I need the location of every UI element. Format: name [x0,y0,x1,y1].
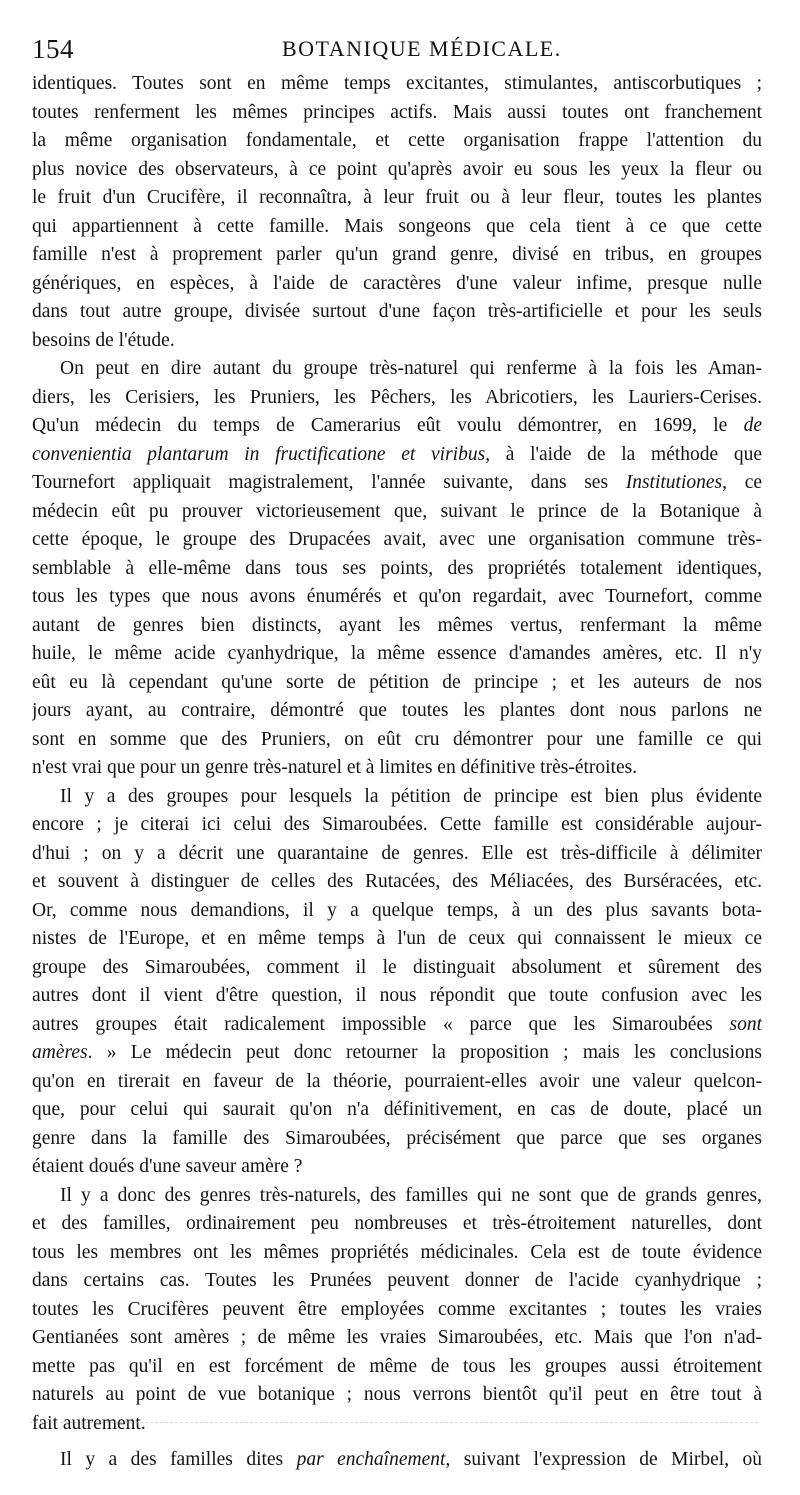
text-line: autant de genres bien distincts, ayant les mêmes vertus, renfermant la même [32,614,762,636]
text-line: Gentianées sont amères ; de même les vraies Simaroubées, etc. Mais que l'on n'ad- [32,1327,762,1348]
text-line: fait autrement. [32,1412,146,1434]
page-header [32,34,760,70]
text-line [32,441,762,470]
text-line: plus novice des observateurs, à ce point qu'après avoir eu sous les yeux la fleur ou [32,158,762,180]
text-line: la même organisation fondamentale, et cette organisation frappe l'attention du [32,130,762,151]
paragraph-2 [32,355,762,783]
text-run: autres groupes était radicalement impossible « parce que les Simaroubées [32,1013,730,1035]
text-line: étaient doués d'une saveur amère ? [32,1156,303,1177]
body-text [32,70,762,1475]
text-line: n'est vrai que pour un genre très-naturel et à limites en définitive très-étroites. [32,757,638,778]
page-number: 154 [32,34,74,64]
text-line: jours ayant, au contraire, démontré que toutes les plantes dont nous parlons ne [32,700,762,721]
text-run: , à l'aide de la méthode que [485,443,762,465]
emphasis: par enchaînement [296,1449,446,1470]
text-run: Il y a des familles dites [60,1449,297,1470]
text-run: . » Le médecin peut donc retourner la proposition ; mais les conclusions [87,1042,762,1063]
text-line: Or, comme nous demandions, il y a quelque temps, à un des plus savants bota- [32,899,762,921]
latin-title: convenientia plantarum in fructificatione et viribus [32,443,486,465]
text-line: tous les types que nous avons énumérés et qu'on regardait, avec Tournefort, comme [32,586,762,607]
emphasis: sont [729,1013,762,1035]
text-line [32,1446,762,1475]
text-line: sont en somme que des Pruniers, on eût cru démontrer pour une famille ce qui [32,728,762,750]
text-line: et des familles, ordinairement peu nombreuses et très-étroitement naturelles, dont [32,1213,762,1234]
text-line: d'hui ; on y a décrit une quarantaine de genres. Elle est très-difficile à délimiter [32,842,762,864]
text-line: nistes de l'Europe, et en même temps à l'un de ceux qui connaissent le mieux ce [32,928,762,949]
page-bottom-rule [30,1422,758,1423]
text-line: cette époque, le groupe des Drupacées avait, avec une organisation commune très- [32,529,762,550]
paragraph-4 [32,1182,762,1439]
latin-title: de [743,415,762,436]
text-line: toutes renferment les mêmes principes actifs. Mais aussi toutes ont franchement [32,101,762,123]
text-line: dans tout autre groupe, divisée surtout d'une façon très-artificielle et pour les seuls [32,301,762,322]
text-line [32,469,762,498]
text-line: médecin eût pu prouver victorieusement que, suivant le prince de la Botanique à [32,500,762,522]
text-line: eût eu là cependant qu'une sorte de pétition de principe ; et les auteurs de nos [32,671,762,693]
text-line: et souvent à distinguer de celles des Rutacées, des Méliacées, des Burséracées, etc. [32,871,762,892]
emphasis: amères [32,1042,88,1063]
text-line [32,1039,762,1068]
running-title: BOTANIQUE MÉDICALE. [282,36,562,61]
text-line: groupe des Simaroubées, comment il le distinguait absolument et sûrement des [32,956,762,978]
text-line: Il y a des groupes pour lesquels la pétition de principe est bien plus évidente [60,785,762,807]
text-run: Qu'un médecin du temps de Camerarius eût voulu démontrer, en 1699, le [32,415,744,436]
text-line [32,412,762,441]
text-run: , suivant l'expression de Mirbel, où [445,1449,762,1470]
text-line: besoins de l'étude. [32,329,175,351]
text-line: que, pour celui qui saurait qu'on n'a définitivement, en cas de doute, placé un [32,1099,762,1120]
text-line: diers, les Cerisiers, les Pruniers, les Pêchers, les Abricotiers, les Lauriers-Cerises. [32,386,762,408]
text-line: qui appartiennent à cette famille. Mais songeons que cela tient à ce que cette [32,215,762,237]
text-line: naturels au point de vue botanique ; nous verrons bientôt qu'il peut en être tout à [32,1384,762,1405]
paragraph-5 [32,1446,762,1475]
paragraph-3 [32,783,762,1182]
paragraph-1 [32,70,762,355]
text-line: On peut en dire autant du groupe très-naturel qui renferme à la fois les Aman- [60,358,762,379]
text-line: mette pas qu'il en est forcément de même de tous les groupes aussi étroitement [32,1355,762,1377]
text-line: dans certains cas. Toutes les Prunées peuvent donner de l'acide cyanhydrique ; [32,1270,762,1291]
text-line [32,1011,762,1040]
text-line: semblable à elle-même dans tous ses points, des propriétés totalement identiques, [32,557,762,579]
text-run: , ce [722,472,762,493]
work-title: Institutiones [625,472,723,493]
text-line: Il y a donc des genres très-naturels, des familles qui ne sont que de grands genres, [60,1184,762,1206]
text-line: toutes les Crucifères peuvent être employées comme excitantes ; toutes les vraies [32,1298,762,1320]
text-line: autres dont il vient d'être question, il nous répondit que toute confusion avec les [32,985,762,1006]
text-line: famille n'est à proprement parler qu'un grand genre, divisé en tribus, en groupes [32,244,762,265]
text-line: huile, le même acide cyanhydrique, la même essence d'amandes amères, etc. Il n'y [32,643,762,664]
text-line: qu'on en tirerait en faveur de la théorie, pourraient-elles avoir une valeur quelcon- [32,1070,762,1092]
text-line: génériques, en espèces, à l'aide de caractères d'une valeur infime, presque nulle [32,272,762,294]
text-line: identiques. Toutes sont en même temps excitantes, stimulantes, antiscorbutiques ; [32,73,762,94]
text-line: encore ; je citerai ici celui des Simaroubées. Cette famille est considérable aujour- [32,814,762,835]
text-line: tous les membres ont les mêmes propriétés médicinales. Cela est de toute évidence [32,1241,762,1263]
text-line: genre dans la famille des Simaroubées, précisément que parce que ses organes [32,1127,762,1149]
text-line: le fruit d'un Crucifère, il reconnaîtra, à leur fruit ou à leur fleur, toutes les plantes [32,187,762,208]
text-run: Tournefort appliquait magistralement, l'année suivante, dans ses [32,472,626,493]
